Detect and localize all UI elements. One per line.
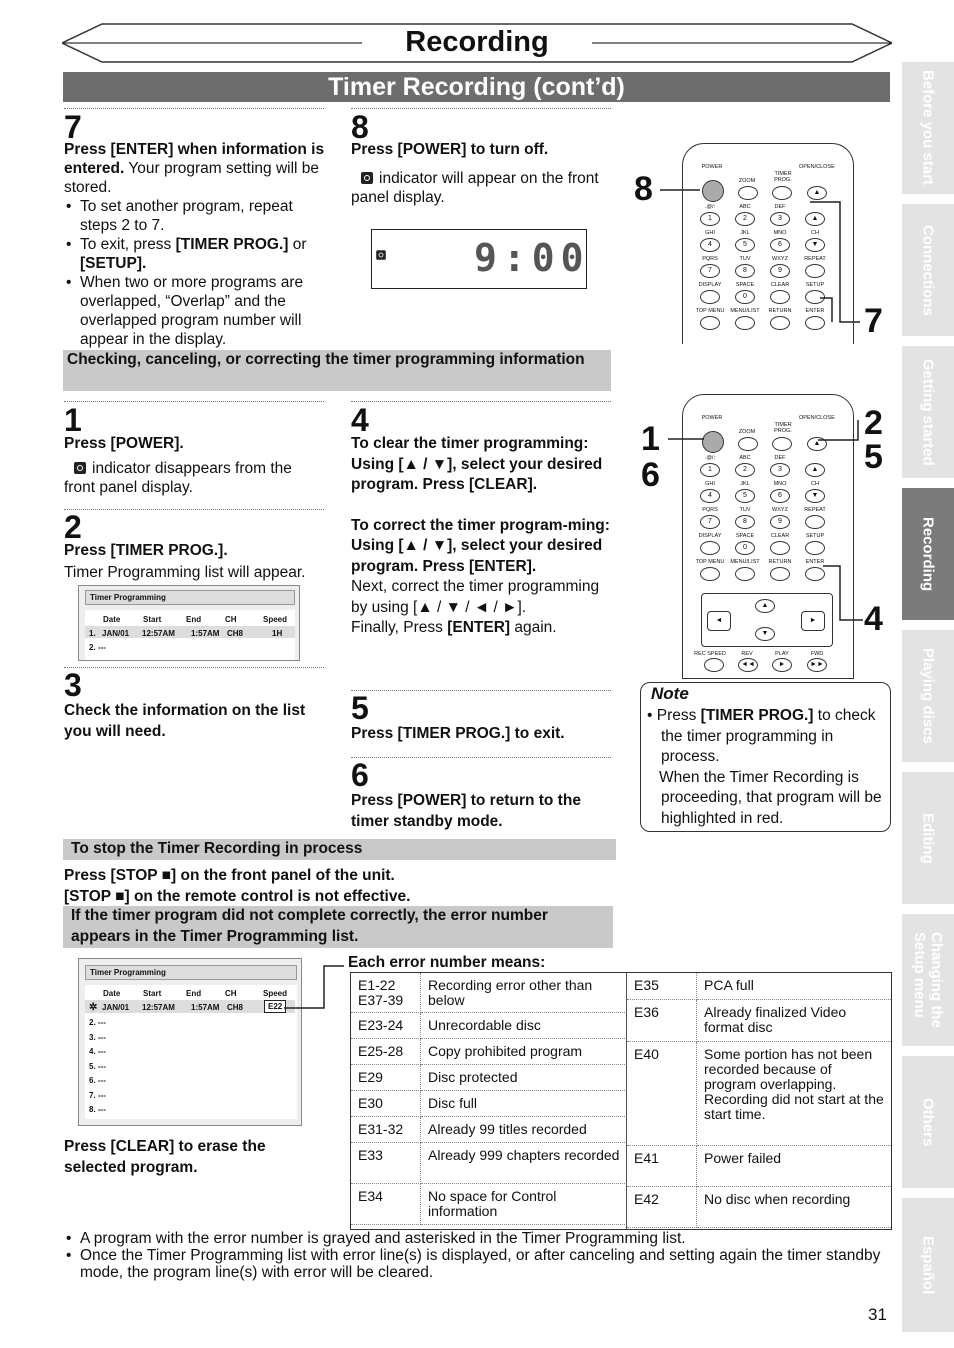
key-label: SPACE xyxy=(735,533,755,539)
remote-key[interactable]: 7 xyxy=(700,264,720,278)
divider xyxy=(351,401,611,402)
key-label: REPEAT xyxy=(804,256,826,262)
remote-control-top: POWER ZOOM TIMER PROG. OPEN/CLOSE ▲ .@/: 1 ABC 2 DEF 3 ▲ GHI 4 JKL 5 MNO 6 CH ▼ PQRS 7 TUV 8 WXYZ 9 REPEAT DISPLAY SPACE 0 CLEAR SETUP TOP MENU MENU/LIST RETURN ENTER xyxy=(682,143,854,344)
error-table-heading: Each error number means: xyxy=(348,954,546,971)
table-row: E31-32 Already 99 titles recorded xyxy=(351,1117,627,1143)
key-label: TUV xyxy=(739,256,751,262)
callout-lines xyxy=(668,420,868,630)
key-label: CLEAR xyxy=(770,282,790,288)
table-row: E1-22 E37-39 Recording error other than below xyxy=(351,973,627,1013)
step-number: 7 xyxy=(64,109,82,145)
divider xyxy=(351,108,611,109)
remote-key[interactable]: 1 xyxy=(700,212,720,226)
list-item[interactable]: 8. --- xyxy=(89,1105,106,1114)
divider xyxy=(64,401,324,402)
callout-number: 4 xyxy=(864,600,883,638)
callout-number: 7 xyxy=(864,302,883,340)
tab-recording[interactable]: Recording xyxy=(902,488,954,620)
tab-editing[interactable]: Editing xyxy=(902,772,954,904)
bullet: • When two or more programs are overlapped, “Overlap” and the overlapped program number will appear in the display. xyxy=(80,273,326,349)
fwd-button[interactable]: ►► xyxy=(807,658,827,672)
remote-key[interactable]: 4 xyxy=(700,238,720,252)
remote-key[interactable]: 3 xyxy=(770,463,790,477)
remote-key[interactable]: 6 xyxy=(770,489,790,503)
remote-key[interactable]: ▲ xyxy=(805,212,825,226)
step-number: 6 xyxy=(351,757,369,793)
timer-indicator-icon xyxy=(74,462,86,474)
list-title: Timer Programming xyxy=(85,590,295,605)
callout-number: 8 xyxy=(634,170,653,208)
tab-others[interactable]: Others xyxy=(902,1056,954,1188)
remote-control-bottom: POWER ZOOM TIMER PROG. OPEN/CLOSE ▲ .@/: 1 ABC 2 DEF 3 ▲ GHI 4 JKL 5 MNO 6 CH ▼ PQRS 7 TUV 8 WXYZ 9 REPEAT DISPLAY SPACE 0 CLEAR SETUP TOP MENU MENU/LIST RETURN ENTER ▲ ▼ ◄ ► REC SPEED REV PLAY FWD ◄◄ ► ►► xyxy=(682,394,854,679)
divider xyxy=(64,509,324,510)
step8-lead: Press [POWER] to turn off. xyxy=(351,141,549,158)
key-label: MNO xyxy=(773,481,787,487)
error-table-right xyxy=(627,973,891,1228)
tab-espanol[interactable]: Español xyxy=(902,1198,954,1332)
step-number: 2 xyxy=(64,509,82,545)
step1-lead: Press [POWER]. xyxy=(64,435,184,452)
key-label: DISPLAY xyxy=(698,282,722,288)
key-label: SPACE xyxy=(735,282,755,288)
section-bar: Checking, canceling, or correcting the timer programming information xyxy=(63,350,611,391)
section-title: Timer Recording (cont’d) xyxy=(63,72,890,102)
page-title: Recording xyxy=(405,26,549,58)
key-label: CLEAR xyxy=(770,533,790,539)
table-row: E36 Already finalized Video format disc xyxy=(627,999,891,1041)
step-number: 4 xyxy=(351,402,369,438)
error-table xyxy=(350,972,892,1230)
key-label: MENU/LIST xyxy=(730,308,760,314)
error-callout-line xyxy=(284,962,354,1012)
key-label: TOP MENU xyxy=(695,308,725,314)
step8-body: indicator will appear on the front panel display. xyxy=(351,170,599,206)
error-table-left xyxy=(351,973,627,1225)
table-row: E29 Disc protected xyxy=(351,1065,627,1091)
callout-number: 2 xyxy=(864,404,883,442)
open-close-button[interactable]: ▲ xyxy=(807,437,827,451)
timer-indicator-icon xyxy=(361,172,373,184)
open-close-button[interactable]: ▲ xyxy=(807,186,827,200)
section-bar: If the timer program did not complete correctly, the error number appears in the Timer Programming list. xyxy=(63,906,613,948)
key-label: CH xyxy=(811,481,819,487)
bullet: • Once the Timer Programming list with error line(s) is displayed, or after canceling and setting again the timer standby mode, the program line(s) with error will be cleared. xyxy=(80,1247,890,1281)
remote-key[interactable]: ▼ xyxy=(805,238,825,252)
remote-key[interactable]: 4 xyxy=(700,489,720,503)
right-arrow-button[interactable]: ► xyxy=(801,611,825,631)
key-label: SETUP xyxy=(805,282,825,288)
callout-lines xyxy=(660,180,870,330)
rev-button[interactable]: ◄◄ xyxy=(738,658,758,672)
bullet: • To exit, press [TIMER PROG.] or [SETUP]. xyxy=(80,235,326,273)
remote-key[interactable]: 1 xyxy=(700,463,720,477)
remote-key[interactable]: 7 xyxy=(700,515,720,529)
remote-key[interactable]: 9 xyxy=(770,264,790,278)
callout-number: 5 xyxy=(864,438,883,476)
key-label: RETURN xyxy=(768,308,792,314)
play-button[interactable]: ► xyxy=(772,658,792,672)
table-row: E33 Already 999 chapters recorded xyxy=(351,1143,627,1184)
remote-key[interactable]: 0 xyxy=(735,290,755,304)
table-row: E40 Some portion has not been recorded because of program overlapping. Recording did not start at the start time. xyxy=(627,1041,891,1145)
timer-indicator-icon xyxy=(376,250,386,260)
callout-number: 6 xyxy=(641,456,660,494)
table-row: E41 Power failed xyxy=(627,1145,891,1186)
key-label: PQRS xyxy=(702,256,718,262)
table-row: E25-28 Copy prohibited program xyxy=(351,1039,627,1065)
divider xyxy=(351,757,611,758)
step1-body: indicator disappears from the front panel display. xyxy=(64,460,292,496)
error-code-badge: E22 xyxy=(264,1000,286,1013)
list-item[interactable]: 5. --- xyxy=(89,1061,106,1071)
remote-key[interactable]: 3 xyxy=(770,212,790,226)
step-number: 8 xyxy=(351,109,369,145)
step2-lead: Press [TIMER PROG.]. xyxy=(64,542,228,559)
front-panel-display xyxy=(371,229,590,289)
key-label: ABC xyxy=(739,455,751,461)
key-label: DEF xyxy=(774,204,786,210)
remote-key[interactable]: 5 xyxy=(735,238,755,252)
note-box xyxy=(640,682,891,832)
footer-notes xyxy=(64,1230,890,1281)
table-row: E34 No space for Control information xyxy=(351,1184,627,1225)
remote-key[interactable]: ▲ xyxy=(805,463,825,477)
list-item[interactable]: 4. --- xyxy=(89,1047,106,1056)
page-number: 31 xyxy=(868,1305,887,1324)
key-label: REPEAT xyxy=(804,507,826,513)
step5-lead: Press [TIMER PROG.] to exit. xyxy=(351,725,565,742)
note-title: Note xyxy=(651,684,689,703)
key-label: GHI xyxy=(705,230,715,236)
key-label: JKL xyxy=(740,481,750,487)
key-label: DEF xyxy=(774,455,786,461)
key-label: MENU/LIST xyxy=(730,559,760,565)
down-arrow-button[interactable]: ▼ xyxy=(755,627,775,641)
remote-key[interactable]: 8 xyxy=(735,264,755,278)
tab-setup-menu[interactable]: Changing the Setup menu xyxy=(902,914,954,1046)
display-time: 9:00 xyxy=(474,236,590,280)
key-label: RETURN xyxy=(768,559,792,565)
table-row: E42 No disc when recording xyxy=(627,1186,891,1227)
step7-text: Press [ENTER] when information is entered. Your program setting will be stored. • To set another program, repeat steps 2 to 7. • To exit, press [TIMER PROG.] or [SETUP]. • When two or more programs are overlapped, “Overlap” and the overlapped program number will appear in the display. xyxy=(64,140,326,349)
remote-key[interactable]: 8 xyxy=(735,515,755,529)
divider xyxy=(64,667,324,668)
key-label: TUV xyxy=(739,507,751,513)
step4-text: To clear the timer programming: Using [▲ / ▼], select your desired program. Press [CLEAR]. To correct the timer program-ming: Using [▲ / ▼], select your desired program. Press [ENTER]. Next, correct the timer programming by using [▲ / ▼ / ◄ / ►]. Finally, Press [ENTER] again. xyxy=(351,435,610,636)
remote-key[interactable]: 6 xyxy=(770,238,790,252)
tab-connections[interactable]: Connections xyxy=(902,204,954,336)
key-label: JKL xyxy=(740,230,750,236)
list-item[interactable]: 6. --- xyxy=(89,1076,106,1085)
key-label: ENTER xyxy=(805,308,825,314)
list-item[interactable]: 3. --- xyxy=(89,1032,106,1042)
divider xyxy=(64,108,324,109)
list-item[interactable]: 7. --- xyxy=(89,1090,106,1100)
remote-key[interactable]: ▼ xyxy=(805,489,825,503)
list-title: Timer Programming xyxy=(85,965,297,980)
timer-programming-list: Timer Programming Date Start End CH Speed 1. JAN/01 12:57AM 1:57AM CH8 1H 2. --- xyxy=(78,585,300,661)
key-label: CH xyxy=(811,230,819,236)
timer-programming-list-error: Timer Programming Date Start End CH Speed ✲ JAN/01 12:57AM 1:57AM CH8 E22 2. --- 3. --- 4. --- 5. --- 6. --- 7. --- 8. --- xyxy=(78,958,302,1126)
step6-lead: Press [POWER] to return to the timer standby mode. xyxy=(351,792,581,830)
note-text: • Press [TIMER PROG.] to check the timer programming in process. When the Timer Recording is proceeding, that program will be highlighted in red. xyxy=(647,707,882,827)
clear-instruction: Press [CLEAR] to erase the selected program. xyxy=(64,1138,266,1176)
callout-number: 1 xyxy=(641,420,660,458)
key-label: PQRS xyxy=(702,507,718,513)
up-arrow-button[interactable]: ▲ xyxy=(755,599,775,613)
table-row: E30 Disc full xyxy=(351,1091,627,1117)
tab-before-you-start[interactable]: Before you start xyxy=(902,62,954,194)
key-label: GHI xyxy=(705,481,715,487)
remote-key[interactable]: 2 xyxy=(735,212,755,226)
key-label: .@/: xyxy=(704,204,716,210)
key-label: ENTER xyxy=(805,559,825,565)
table-row: E35 PCA full xyxy=(627,973,891,999)
key-label: TOP MENU xyxy=(695,559,725,565)
stop-instructions: Press [STOP ■] on the front panel of the unit. [STOP ■] on the remote control is not effective. xyxy=(64,867,411,905)
remote-key[interactable]: 5 xyxy=(735,489,755,503)
remote-key[interactable]: 9 xyxy=(770,515,790,529)
divider xyxy=(351,690,611,691)
step-number: 5 xyxy=(351,690,369,726)
step-number: 1 xyxy=(64,402,82,438)
key-label: ABC xyxy=(739,204,751,210)
side-tabs xyxy=(902,62,954,1332)
step3-lead: Check the information on the list you will need. xyxy=(64,702,306,740)
tab-getting-started[interactable]: Getting started xyxy=(902,346,954,478)
key-label: .@/: xyxy=(704,455,716,461)
list-item[interactable]: 2. --- xyxy=(89,1018,106,1027)
key-label: SETUP xyxy=(805,533,825,539)
tab-playing-discs[interactable]: Playing discs xyxy=(902,630,954,762)
bullet: • A program with the error number is grayed and asterisked in the Timer Programming list. xyxy=(80,1230,890,1247)
step2-body: Timer Programming list will appear. xyxy=(64,564,306,581)
rec-speed-button[interactable] xyxy=(704,658,724,672)
key-label: WXYZ xyxy=(772,507,788,513)
left-arrow-button[interactable]: ◄ xyxy=(707,611,731,631)
remote-key[interactable]: 0 xyxy=(735,541,755,555)
bullet: • To set another program, repeat steps 2 to 7. xyxy=(80,197,326,235)
table-row: E23-24 Unrecordable disc xyxy=(351,1013,627,1039)
step-number: 3 xyxy=(64,667,82,703)
section-bar: To stop the Timer Recording in process xyxy=(63,839,616,860)
key-label: DISPLAY xyxy=(698,533,722,539)
remote-key[interactable]: 2 xyxy=(735,463,755,477)
key-label: MNO xyxy=(773,230,787,236)
key-label: WXYZ xyxy=(772,256,788,262)
